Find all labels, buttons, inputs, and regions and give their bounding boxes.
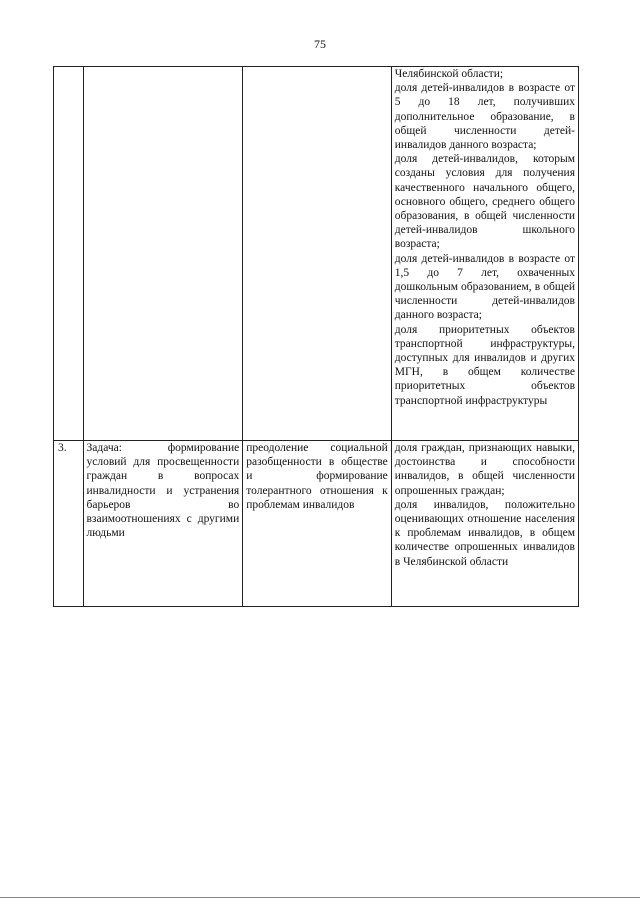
row-number-cell: 3. (54, 441, 84, 607)
page-bottom-rule (0, 897, 640, 898)
task-cell (83, 67, 243, 441)
indicators-cell (391, 441, 578, 607)
goal-cell (243, 441, 392, 607)
goal-cell (243, 67, 392, 441)
table-row (54, 67, 579, 441)
page-number: 75 (314, 37, 326, 51)
indicator-text: доля детей-инвалидов в возрасте от 1,5 до 7 лет, охваченных дошкольным образованием, в общей численности детей-инвалидов данного возраста; (394, 252, 575, 322)
table-row (54, 441, 579, 607)
task-cell (83, 441, 243, 607)
task-text: Задача: формирование условий для просвещенности граждан в вопросах инвалидности и устранения барьеров во взаимоотношениях с другими людьми (86, 442, 240, 540)
goal-text: преодоление социальной разобщенности в обществе и формирование толерантного отношения к проблемам инвалидов (246, 442, 388, 511)
indicator-text: доля граждан, признающих навыки, достоинства и способности инвалидов, в общей численности опрошенных граждан; (394, 442, 575, 497)
indicator-text: доля детей-инвалидов в возрасте от 5 до 18 лет, получивших дополнительное образование, в общей численности детей-инвалидов данного возраста; (394, 82, 575, 152)
indicator-text: доля детей-инвалидов, которым созданы условия для получения качественного начального общего, основного общего, среднего общего образования, в общей численности детей-инвалидов школьного возраста; (394, 153, 575, 251)
indicator-text: доля инвалидов, положительно оценивающих отношение населения к проблемам инвалидов, в общем количестве опрошенных инвалидов в Челябинской области (394, 498, 575, 568)
indicators-cell (391, 67, 578, 441)
row-number-cell (54, 67, 84, 441)
indicator-text: доля приоритетных объектов транспортной инфраструктуры, доступных для инвалидов и других МГН, в общем количестве приоритетных объектов транспортной инфраструктуры (394, 323, 575, 407)
indicator-text: Челябинской области; (394, 68, 504, 80)
indicators-table (53, 66, 579, 607)
